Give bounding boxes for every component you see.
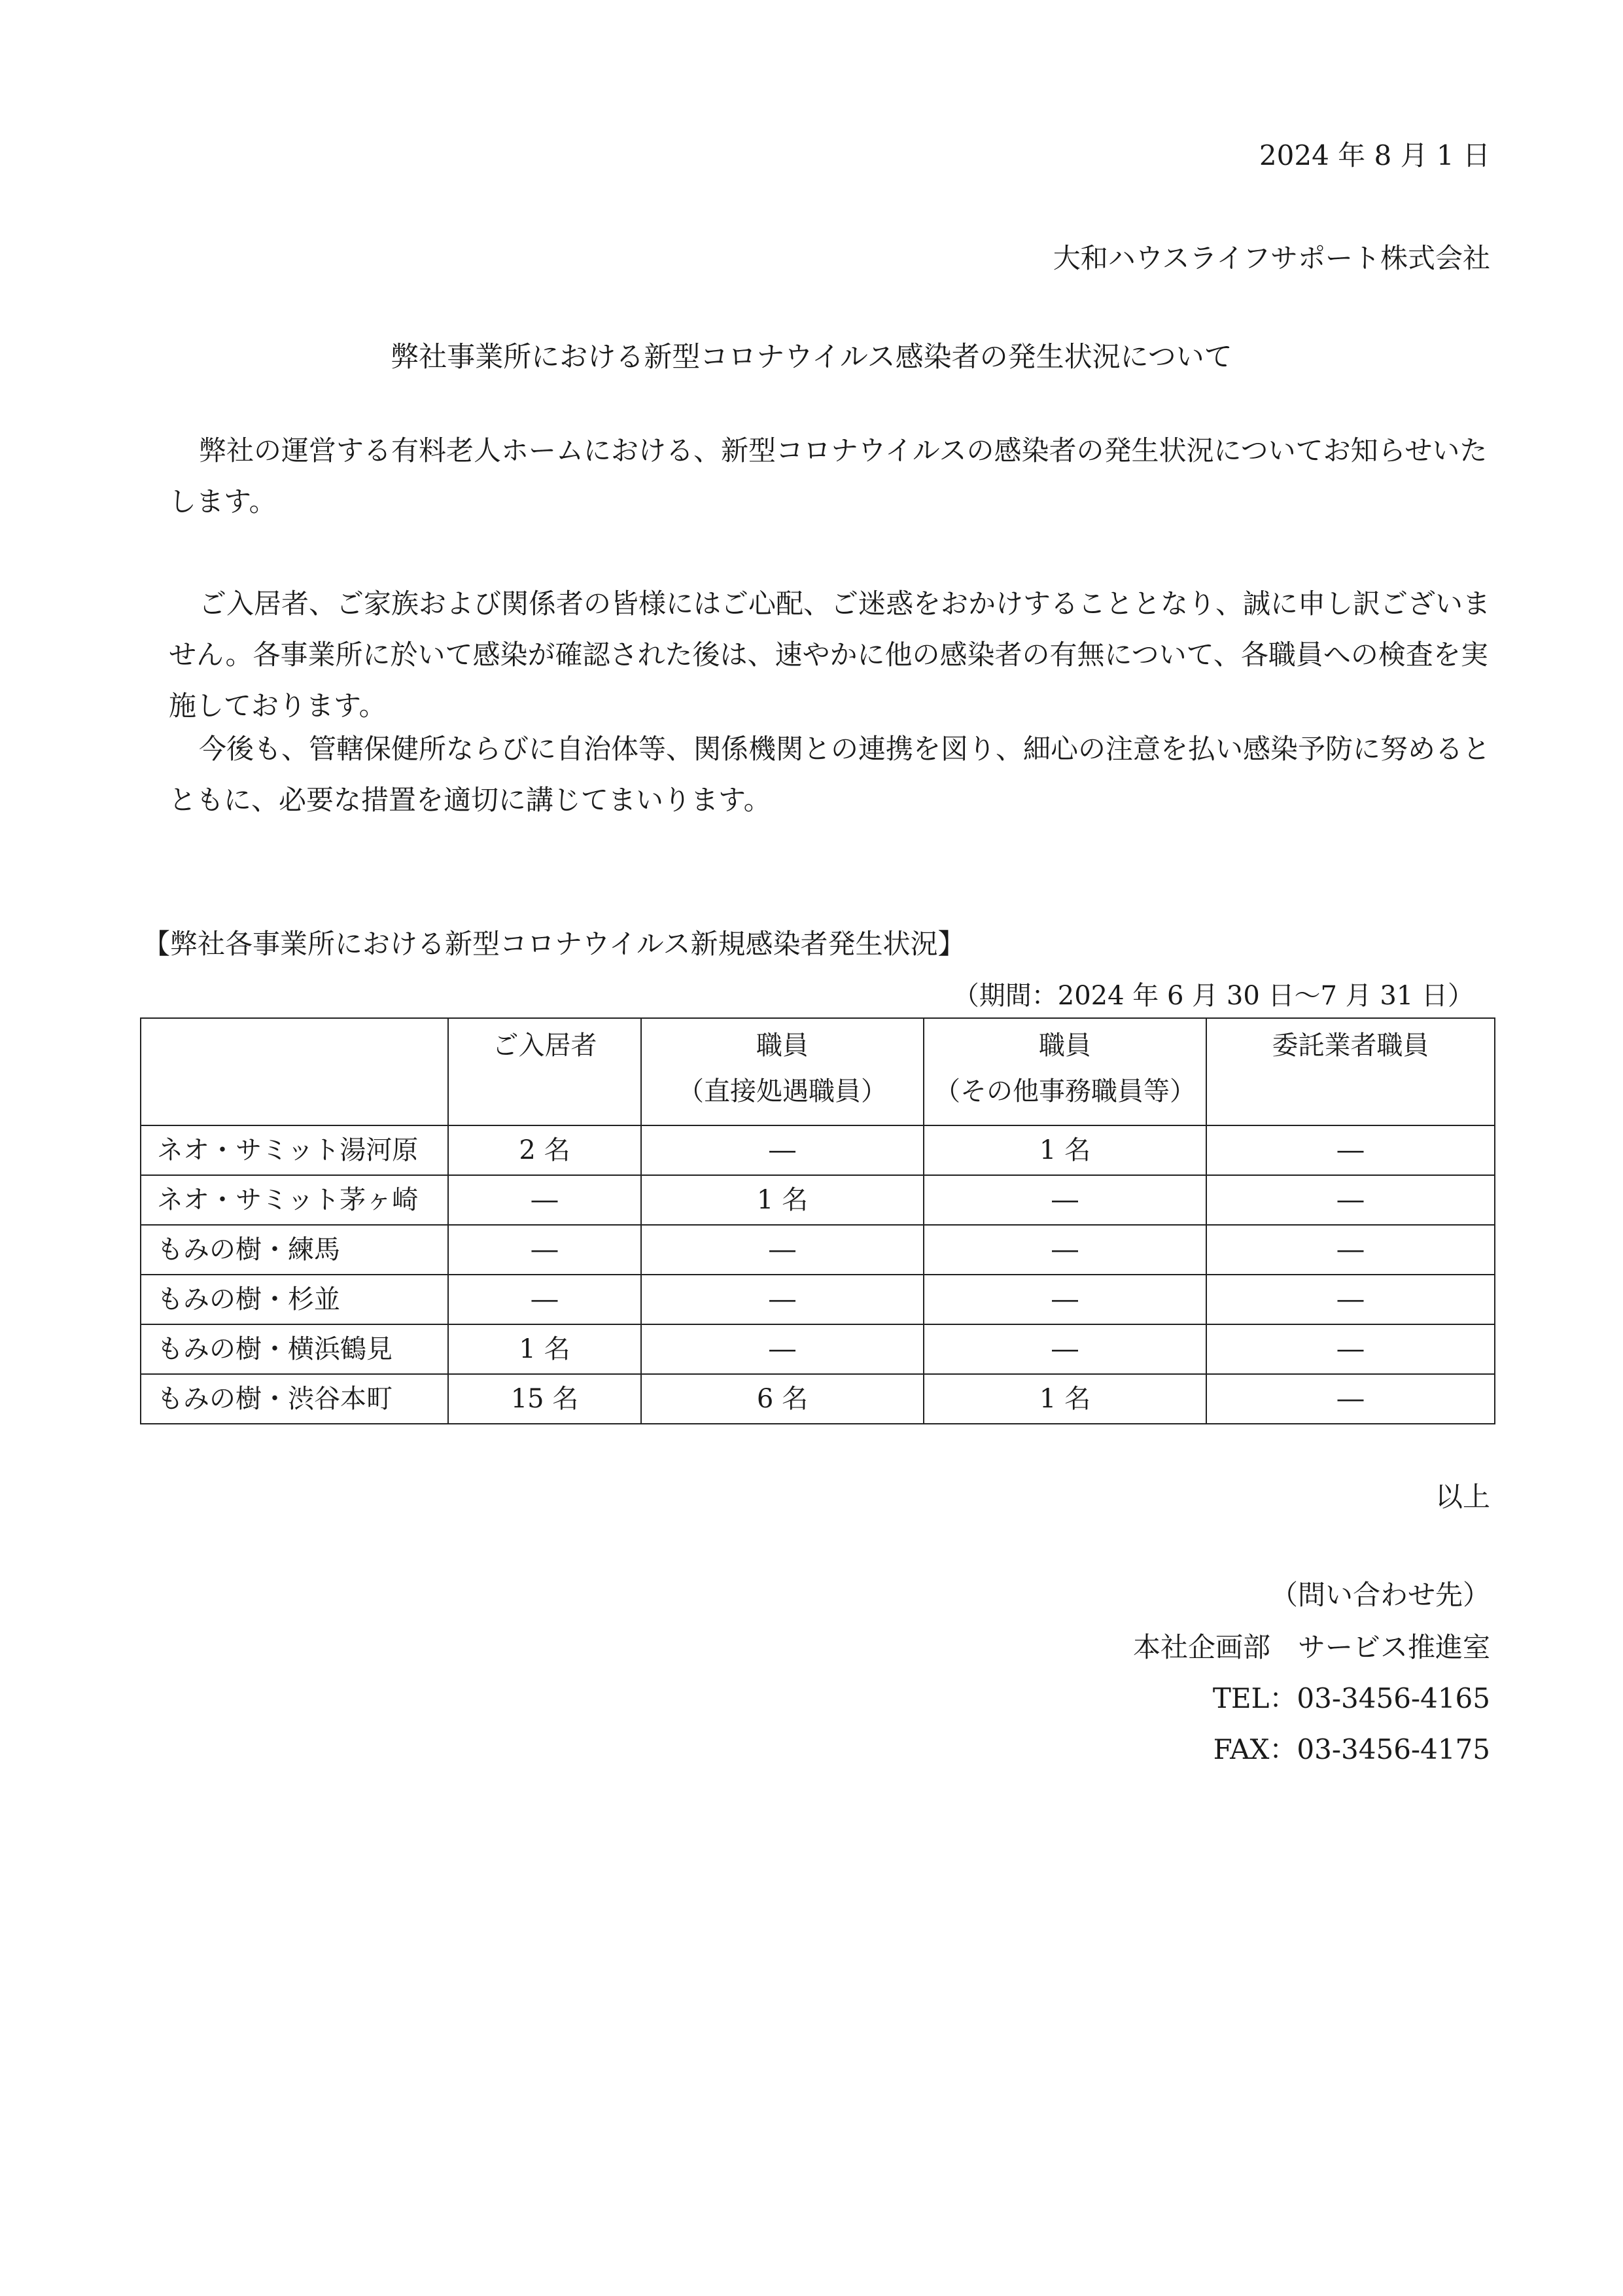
direct-staff-count: 6 名 [641,1374,924,1424]
direct-staff-count: ― [641,1324,924,1374]
residents-count: 15 名 [448,1374,641,1424]
other-staff-count: ― [924,1275,1206,1324]
residents-count: ― [448,1275,641,1324]
contractors-count: ― [1206,1324,1495,1374]
paragraph-apology: ご入居者、ご家族および関係者の皆様にはご心配、ご迷惑をおかけすることとなり、誠に申し訳ございません。各事業所に於いて感染が確認された後は、速やかに他の感染者の有無について、各職員への検査を実施しております。 [169,588,1491,722]
facility-name: もみの樹・横浜鶴見 [141,1324,448,1374]
contact-phone: TEL：03-3456-4165 [1212,1682,1490,1714]
table-header-row [141,1018,1495,1125]
paragraph-future: 今後も、管轄保健所ならびに自治体等、関係機関との連携を図り、細心の注意を払い感染予防に努めるとともに、必要な措置を適切に講じてまいります。 [169,733,1491,816]
contractors-count: ― [1206,1374,1495,1424]
facility-name: ネオ・サミット茅ヶ崎 [141,1175,448,1225]
other-staff-count: ― [924,1225,1206,1275]
contact-label: （問い合わせ先） [1270,1579,1490,1611]
header-contractors: 委託業者職員 [1206,1018,1495,1125]
contractors-count: ― [1206,1125,1495,1175]
table-period: （期間：2024 年 6 月 30 日～7 月 31 日） [952,981,1474,1011]
other-staff-count: ― [924,1324,1206,1374]
residents-count: ― [448,1225,641,1275]
direct-staff-count: 1 名 [641,1175,924,1225]
header-residents: ご入居者 [448,1018,641,1125]
document-date: 2024 年 8 月 1 日 [1259,139,1490,171]
header-facility [141,1018,448,1125]
header-direct-staff: 職員 （直接処遇職員） [641,1018,924,1125]
residents-count: ― [448,1175,641,1225]
contact-department: 本社企画部 サービス推進室 [1132,1631,1490,1663]
facility-name: もみの樹・練馬 [141,1225,448,1275]
facility-name: ネオ・サミット湯河原 [141,1125,448,1175]
direct-staff-count: ― [641,1225,924,1275]
header-other-staff: 職員 （その他事務職員等） [924,1018,1206,1125]
contact-fax: FAX：03-3456-4175 [1213,1733,1490,1765]
table-row [141,1374,1495,1424]
contractors-count: ― [1206,1225,1495,1275]
table-title: 【弊社各事業所における新型コロナウイルス新規感染者発生状況】 [143,928,966,960]
closing-mark: 以上 [1435,1481,1490,1513]
table-row [141,1324,1495,1374]
direct-staff-count: ― [641,1275,924,1324]
facility-name: もみの樹・渋谷本町 [141,1374,448,1424]
other-staff-count: 1 名 [924,1125,1206,1175]
direct-staff-count: ― [641,1125,924,1175]
company-name: 大和ハウスライフサポート株式会社 [1053,242,1490,274]
facility-name: もみの樹・杉並 [141,1275,448,1324]
paragraph-intro: 弊社の運営する有料老人ホームにおける、新型コロナウイルスの感染者の発生状況についてお知らせいたします。 [169,434,1488,518]
residents-count: 2 名 [448,1125,641,1175]
table-row [141,1125,1495,1175]
residents-count: 1 名 [448,1324,641,1374]
table-row [141,1225,1495,1275]
table-row [141,1175,1495,1225]
other-staff-count: ― [924,1175,1206,1225]
contractors-count: ― [1206,1275,1495,1324]
other-staff-count: 1 名 [924,1374,1206,1424]
infection-status-table [140,1017,1495,1424]
contractors-count: ― [1206,1175,1495,1225]
table-row [141,1275,1495,1324]
document-title: 弊社事業所における新型コロナウイルス感染者の発生状況について [391,341,1232,374]
